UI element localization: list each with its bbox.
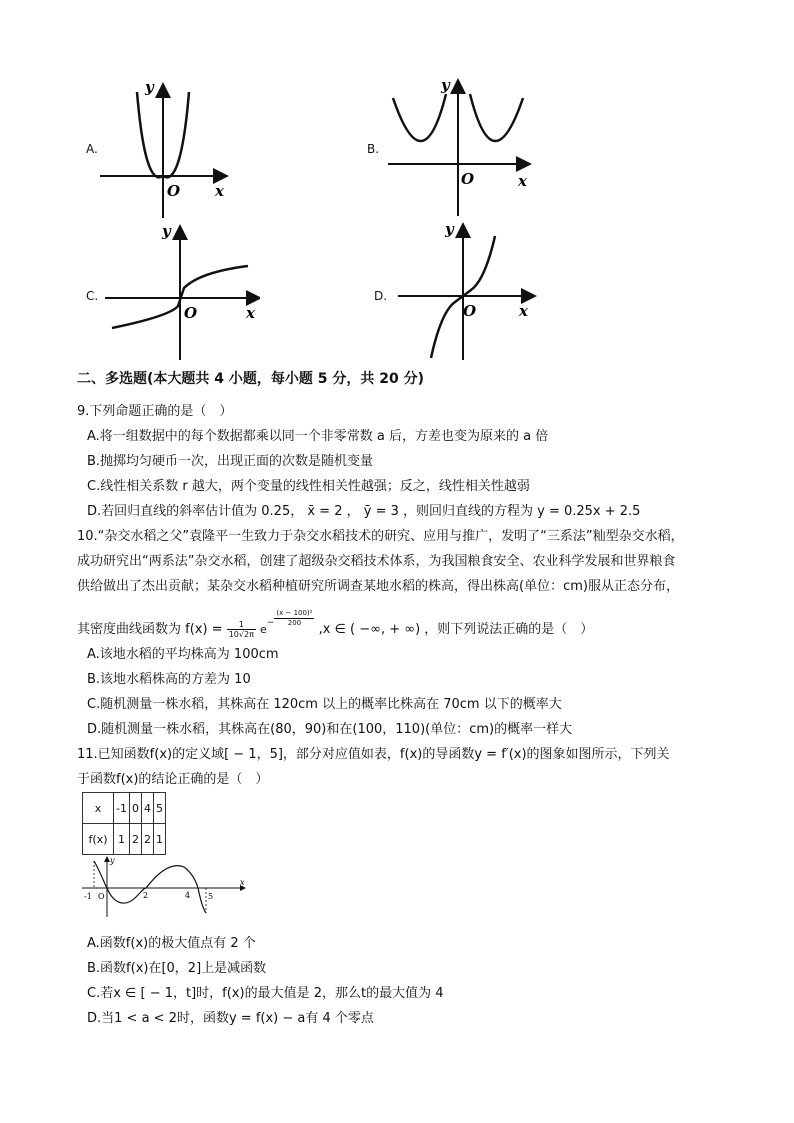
graph-b-y: y <box>441 76 450 94</box>
graph-a <box>95 78 245 220</box>
graph-a-x: x <box>215 182 224 200</box>
q9-option-c: C.线性相关系数 r 越大，两个变量的线性相关性越强；反之，线性相关性越弱 <box>87 479 530 494</box>
q11-graph-y: y <box>110 856 115 865</box>
q11-option-d: D.当1 < a < 2时，函数y = f(x) − a有 4 个零点 <box>87 1011 374 1026</box>
q9-stem: 9.下列命题正确的是（ ） <box>77 404 233 419</box>
q10-option-b: B.该地水稻株高的方差为 10 <box>87 672 251 687</box>
q10-line1: 10.“杂交水稻之父”袁隆平一生致力于杂交水稻技术的研究、应用与推广，发明了“三系法”籼型杂交水稻， <box>77 529 684 544</box>
graph-c-y: y <box>162 222 171 240</box>
q9-option-b: B.抛掷均匀硬币一次，出现正面的次数是随机变量 <box>87 454 374 469</box>
q11-graph-two: 2 <box>143 891 149 900</box>
table-cell: 0 <box>129 793 141 824</box>
table-cell: 1 <box>153 824 165 855</box>
q10-option-d: D.随机测量一株水稻，其株高在(80，90)和在(100，110)(单位：cm)的概率一样大 <box>87 722 573 737</box>
q10-coef-den: 10√2π <box>228 630 254 639</box>
q10-option-c: C.随机测量一株水稻，其株高在 120cm 以上的概率比株高在 70cm 以下的概率大 <box>87 697 562 712</box>
graph-b-origin: O <box>461 170 475 188</box>
q10-line2: 成功研究出“两系法”杂交水稻，创建了超级杂交稻技术体系，为我国粮食安全、农业科学发展和世界粮食 <box>77 554 676 569</box>
q10-line4-post: ,x ∈ ( −∞, + ∞) ，则下列说法正确的是（ ） <box>318 622 594 637</box>
table-row <box>83 793 166 824</box>
q11-line2: 于函数f(x)的结论正确的是（ ） <box>77 772 269 787</box>
q11-option-b: B.函数f(x)在[0，2]上是减函数 <box>87 961 267 976</box>
table-cell: f(x) <box>83 824 114 855</box>
graph-a-y: y <box>145 78 154 96</box>
table-cell: 2 <box>129 824 141 855</box>
q11-graph-x: x <box>240 878 245 887</box>
graph-c-origin: O <box>184 304 198 322</box>
table-cell: 2 <box>141 824 153 855</box>
q11-line1: 11.已知函数f(x)的定义域[ − 1，5]，部分对应值如表，f(x)的导函数y = f′(x)的图象如图所示，下列关 <box>77 747 670 762</box>
q11-value-table <box>82 792 166 855</box>
table-cell: -1 <box>114 793 130 824</box>
q10-exp-fraction <box>274 609 314 628</box>
q11-option-a: A.函数f(x)的极大值点有 2 个 <box>87 936 256 951</box>
q10-exp-e: e <box>260 623 267 636</box>
q10-line4-pre: 其密度曲线函数为 f(x) = <box>77 622 227 637</box>
q10-coef-num: 1 <box>227 620 256 630</box>
q9-option-d: D.若回归直线的斜率估计值为 0.25， x̄ = 2 ， ȳ = 3 ，则回归直线的方程为 y = 0.25x + 2.5 <box>87 504 641 519</box>
section-heading: 二、多选题(本大题共 4 小题，每小题 5 分，共 20 分) <box>77 371 425 387</box>
graph-a-label: A. <box>86 142 98 156</box>
graph-a-origin: O <box>167 182 181 200</box>
q11-graph-origin: O <box>98 892 105 901</box>
graph-c <box>100 222 260 362</box>
graph-c-label: C. <box>86 289 99 303</box>
graph-b-x: x <box>518 172 527 190</box>
graph-d-x: x <box>519 302 528 320</box>
q10-coef-fraction <box>227 620 256 639</box>
graph-b-label: B. <box>367 142 380 156</box>
q11-graph-five: 5 <box>208 892 214 901</box>
graph-d-label: D. <box>374 289 388 303</box>
q9-option-a: A.将一组数据中的每个数据都乘以同一个非零常数 a 后，方差也变为原来的 a 倍 <box>87 429 549 444</box>
table-cell: x <box>83 793 114 824</box>
q11-graph-four: 4 <box>185 891 191 900</box>
graph-d-y: y <box>445 220 454 238</box>
q10-exp-den: 200 <box>287 619 302 627</box>
q10-line3: 供给做出了杰出贡献；某杂交水稻种植研究所调查某地水稻的株高，得出株高(单位：cm)服从正态分布， <box>77 579 679 594</box>
table-cell: 5 <box>153 793 165 824</box>
graph-d-origin: O <box>463 302 477 320</box>
q10-exp-num: (x − 100)² <box>276 609 313 617</box>
q11-option-c: C.若x ∈ [ − 1，t]时，f(x)的最大值是 2，那么t的最大值为 4 <box>87 986 444 1001</box>
table-cell: 4 <box>141 793 153 824</box>
q10-option-a: A.该地水稻的平均株高为 100cm <box>87 647 279 662</box>
graph-c-x: x <box>246 304 255 322</box>
q11-derivative-graph <box>80 855 250 920</box>
table-cell: 1 <box>114 824 130 855</box>
q10-density-line: 其密度曲线函数为 f(x) = $\frac{1}{10√2\pi}$ e− $\frac{\text{(x − 100)²}}{200}$ ,x ∈ ( −∞, + ∞) ，则下列说法正确的是（ ） <box>77 609 594 639</box>
graph-b <box>383 76 543 218</box>
graph-d <box>393 220 538 362</box>
table-row <box>83 824 166 855</box>
q11-graph-minus1: -1 <box>84 892 92 901</box>
